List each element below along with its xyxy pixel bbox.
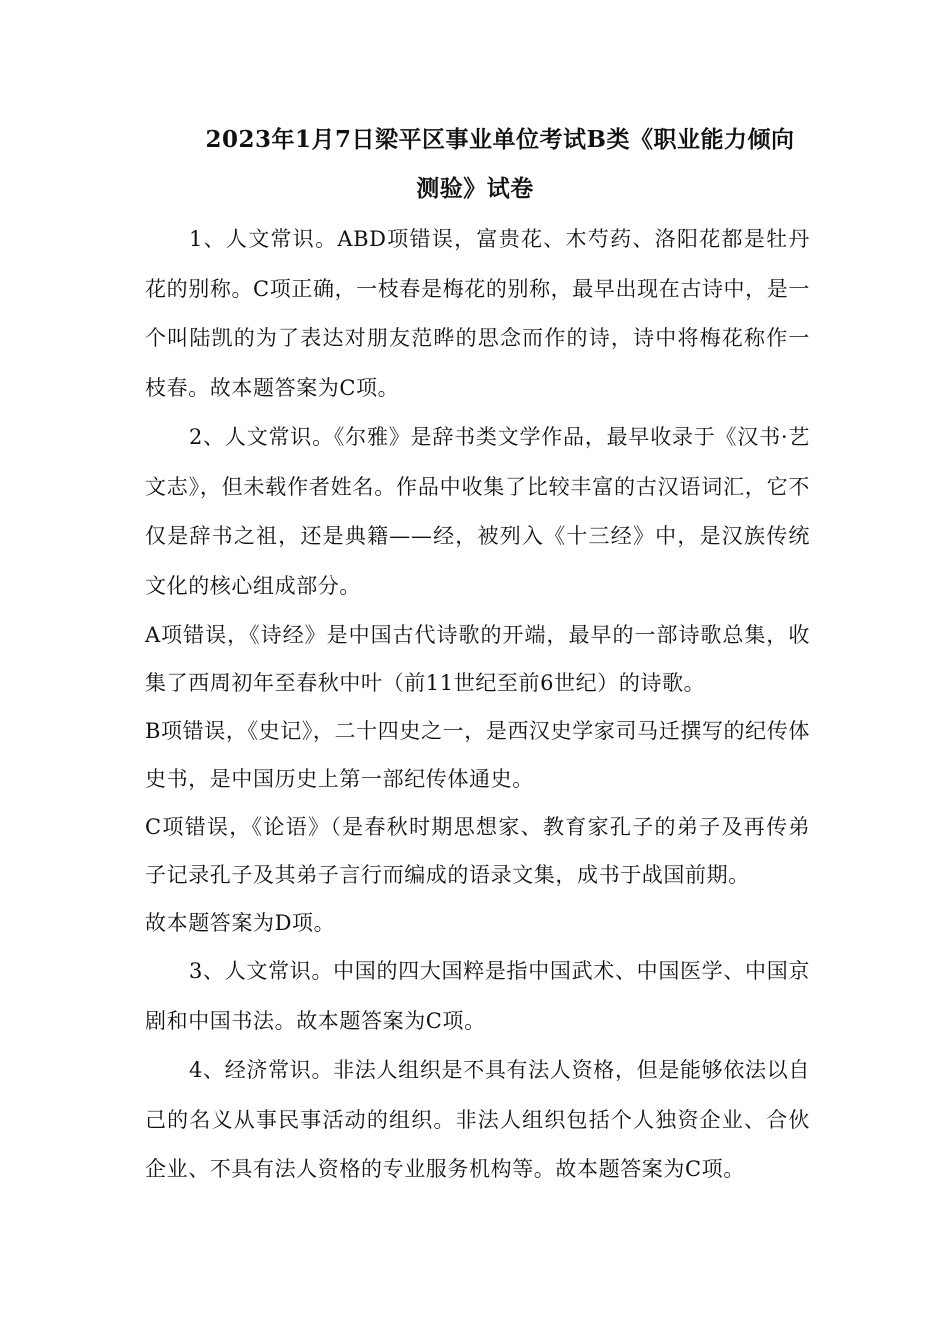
answer-paragraph-2: 2、人文常识。《尔雅》是辞书类文学作品，最早收录于《汉书·艺文志》，但未载作者姓名。作品中收集了比较丰富的古汉语词汇，它不仅是辞书之祖，还是典籍——经，被列入《十三经》中，是汉族传统文化的核心组成部分。 bbox=[145, 425, 810, 598]
option-c-explanation: C项错误，《论语》（是春秋时期思想家、教育家孔子的弟子及再传弟子记录孔子及其弟子言行而编成的语录文集，成书于战国前期。 bbox=[145, 815, 810, 887]
document-title-line-1: 2023年1月7日梁平区事业单位考试B类《职业能力倾向 bbox=[205, 126, 795, 153]
answer-conclusion: 故本题答案为D项。 bbox=[145, 911, 336, 935]
document-body bbox=[145, 215, 810, 1195]
document-title-line-2: 测验》试卷 bbox=[416, 175, 534, 202]
answer-paragraph-3: 3、人文常识。中国的四大国粹是指中国武术、中国医学、中国京剧和中国书法。故本题答案为C项。 bbox=[145, 959, 810, 1033]
option-a-explanation: A项错误，《诗经》是中国古代诗歌的开端，最早的一部诗歌总集，收集了西周初年至春秋中叶（前11世纪至前6世纪）的诗歌。 bbox=[145, 623, 810, 695]
option-b-explanation: B项错误，《史记》，二十四史之一，是西汉史学家司马迁撰写的纪传体史书，是中国历史上第一部纪传体通史。 bbox=[145, 719, 810, 791]
answer-paragraph-1: 1、人文常识。ABD项错误，富贵花、木芍药、洛阳花都是牡丹花的别称。C项正确，一枝春是梅花的别称，最早出现在古诗中，是一个叫陆凯的为了表达对朋友范晔的思念而作的诗，诗中将梅花称作一枝春。故本题答案为C项。 bbox=[145, 227, 810, 400]
answer-paragraph-4: 4、经济常识。非法人组织是不具有法人资格，但是能够依法以自己的名义从事民事活动的组织。非法人组织包括个人独资企业、合伙企业、不具有法人资格的专业服务机构等。故本题答案为C项。 bbox=[145, 1058, 810, 1181]
